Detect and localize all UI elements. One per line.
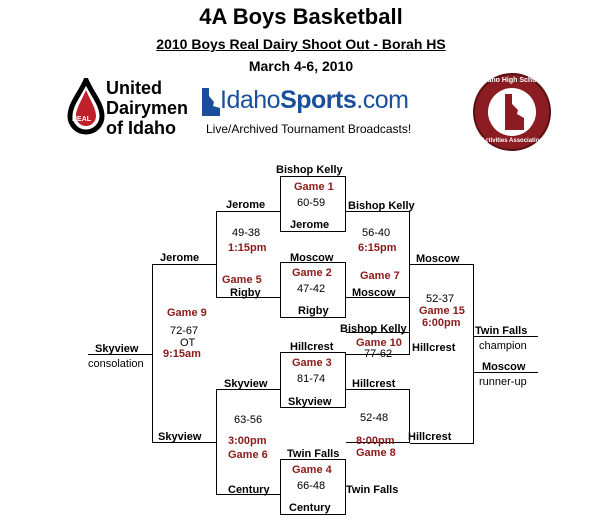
g10-label: Game 10	[356, 337, 402, 349]
ihsaa-seal	[472, 72, 552, 152]
g10-team-top: Bishop Kelly	[340, 323, 407, 335]
g6-label: Game 6	[228, 449, 268, 461]
g6-time: 3:00pm	[228, 435, 267, 447]
champion-label: champion	[479, 340, 527, 352]
g2-team-top: Moscow	[290, 252, 334, 264]
g5-label: Game 5	[222, 274, 262, 286]
page-title: 4A Boys Basketball	[199, 4, 403, 29]
g15-score: 52-37	[426, 293, 455, 305]
g4-team-top: Twin Falls	[287, 448, 340, 460]
g4-score: 66-48	[297, 480, 326, 492]
g2-score: 47-42	[297, 283, 326, 295]
g6-score: 63-56	[234, 414, 263, 426]
g7-team-top: Bishop Kelly	[348, 200, 415, 212]
g8-time: 8:00pm	[356, 435, 395, 447]
g7-team-bottom: Moscow	[352, 287, 396, 299]
g2-label: Game 2	[292, 267, 332, 279]
udi-drop-icon	[66, 78, 106, 142]
g9-team-top: Jerome	[160, 252, 200, 264]
consolation-winner: Skyview	[95, 343, 139, 355]
g15-label: Game 15	[419, 305, 465, 317]
g5-team-top: Jerome	[226, 199, 266, 211]
g4-label: Game 4	[292, 464, 332, 476]
g8-label: Game 8	[356, 447, 396, 459]
udi-line-1: United	[106, 78, 162, 98]
g3-label: Game 3	[292, 357, 332, 369]
g7-score: 56-40	[362, 227, 391, 239]
g3-score: 81-74	[297, 373, 326, 385]
ihsaa-seal-bottom-text: Activities Association	[480, 138, 544, 144]
g8-score: 52-48	[360, 412, 389, 424]
g15-team-bottom: Hillcrest	[408, 431, 452, 443]
g15-time: 6:00pm	[422, 317, 461, 329]
udi-line-2: Dairymen	[106, 98, 189, 118]
udi-logo-text	[106, 78, 188, 138]
g5-time: 1:15pm	[228, 242, 267, 254]
g1-team-bottom: Jerome	[290, 219, 330, 231]
idahosports-tagline: Live/Archived Tournament Broadcasts!	[206, 122, 412, 136]
g3-team-top: Hillcrest	[290, 341, 334, 353]
page-subtitle: 2010 Boys Real Dairy Shoot Out - Borah HS	[156, 36, 446, 52]
g15-team-top: Moscow	[416, 253, 460, 265]
g2-team-bottom: Rigby	[298, 305, 329, 317]
g10-team-bottom: Hillcrest	[412, 342, 456, 354]
g1-label: Game 1	[294, 181, 334, 193]
g9-team-bottom: Skyview	[158, 431, 202, 443]
consolation-label: consolation	[88, 358, 144, 370]
g3-team-bottom: Skyview	[288, 396, 332, 408]
idahosports-text-a: Idaho	[220, 86, 281, 114]
idahosports-text-c: .com	[356, 86, 409, 114]
g1-score: 60-59	[297, 197, 326, 209]
g4-team-bottom: Century	[289, 502, 331, 514]
g7-label: Game 7	[360, 270, 400, 282]
idaho-state-icon	[200, 88, 222, 116]
g5-team-bottom: Rigby	[230, 287, 261, 299]
g9-ot: OT	[180, 337, 196, 349]
g10-score: 77-62	[364, 348, 393, 360]
udi-line-3: of Idaho	[106, 118, 176, 138]
united-dairymen-logo	[66, 78, 189, 142]
runnerup-team: Moscow	[482, 361, 526, 373]
g6-team-bottom: Century	[228, 484, 270, 496]
g9-time: 9:15am	[163, 348, 201, 360]
g5-score: 49-38	[232, 227, 261, 239]
g8-team-bottom: Twin Falls	[346, 484, 399, 496]
g6-team-top: Skyview	[224, 378, 268, 390]
g1-team-top: Bishop Kelly	[276, 164, 343, 176]
tournament-dates: March 4-6, 2010	[248, 58, 354, 74]
idahosports-text-b: Sports	[280, 86, 357, 114]
g7-time: 6:15pm	[358, 242, 397, 254]
ihsaa-seal-top-text: Idaho High School	[481, 77, 543, 84]
g8-team-top: Hillcrest	[352, 378, 396, 390]
g9-score: 72-67	[170, 325, 199, 337]
runnerup-label: runner-up	[479, 376, 527, 388]
champion-team: Twin Falls	[475, 325, 528, 337]
g9-label: Game 9	[167, 307, 207, 319]
udi-real-badge: REAL	[72, 116, 92, 123]
idahosports-logo	[198, 86, 458, 136]
